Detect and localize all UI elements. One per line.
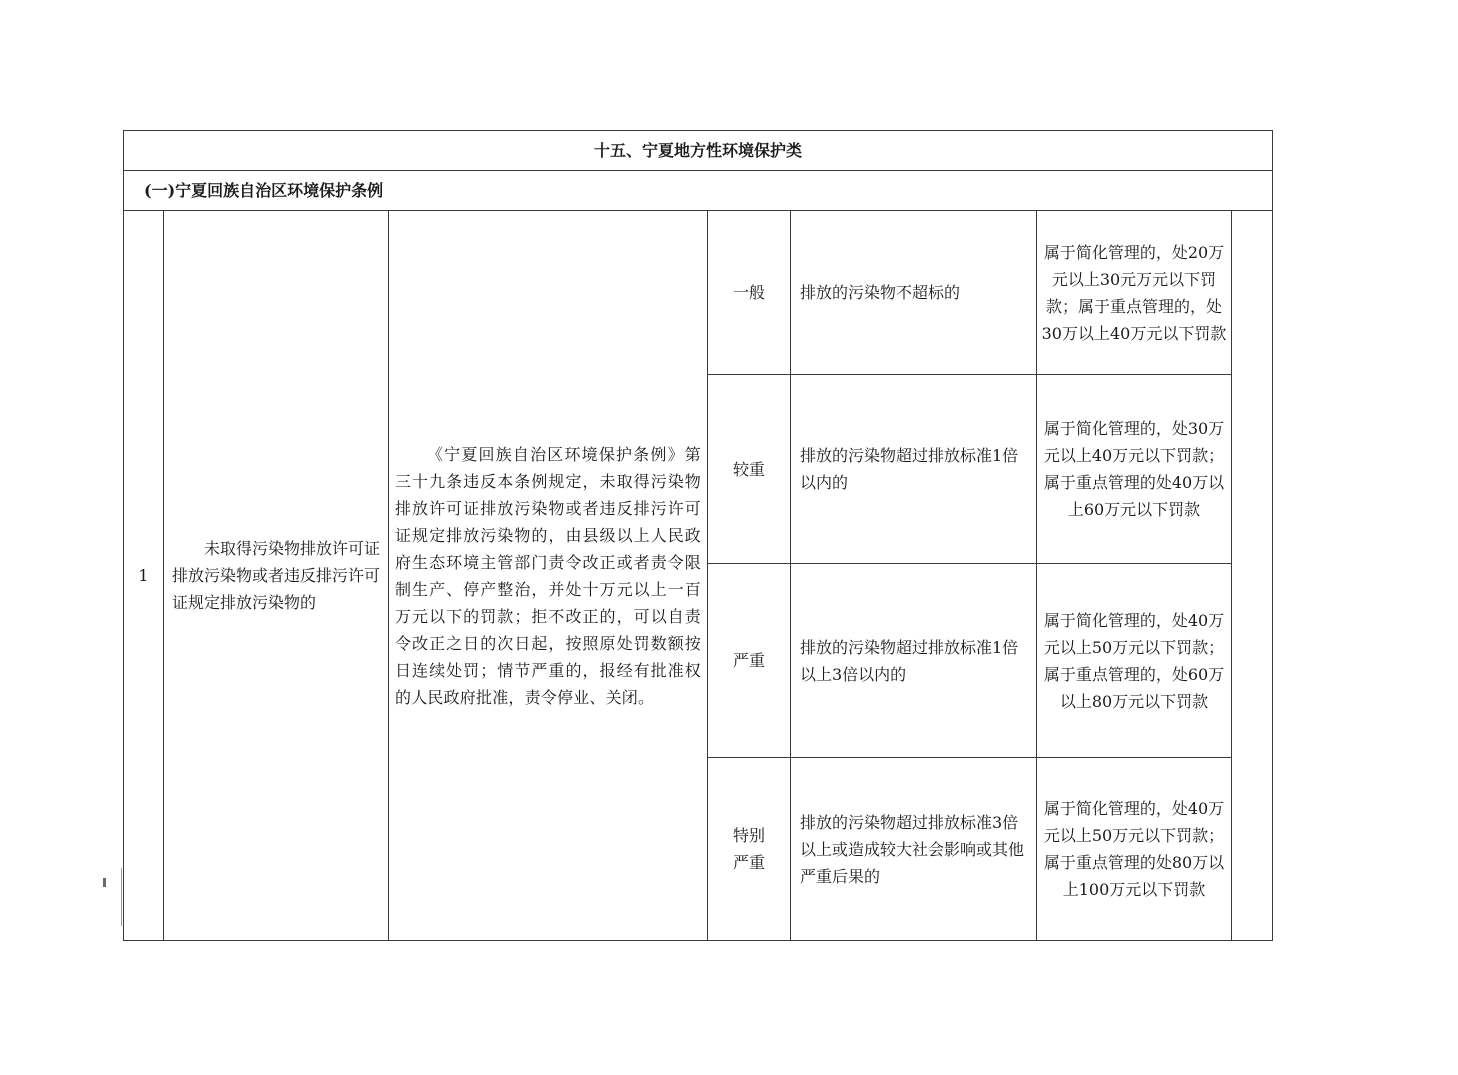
legal-basis: 《宁夏回族自治区环境保护条例》第三十九条违反本条例规定，未取得污染物排放许可证排放污染物或者违反排污许可证规定排放污染物的，由县级以上人民政府生态环境主管部门责令改正或者责令限制生产、停产整治，并处十万元以上一百万元以下的罚款；拒不改正的，可以自责令改正之日的次日起，按照原处罚数额按日连续处罚；情节严重的，报经有批准权的人民政府批准，责令停业、关闭。 <box>389 211 708 941</box>
penalty-discretion-table <box>123 130 1273 941</box>
table-row <box>124 211 1273 375</box>
severity-level: 特别严重 <box>708 758 791 941</box>
section-title: 十五、宁夏地方性环境保护类 <box>124 131 1273 171</box>
severity-level: 严重 <box>708 564 791 758</box>
penalty-standard: 属于简化管理的，处30万元以上40万元以下罚款；属于重点管理的处40万以上60万元以下罚款 <box>1037 375 1232 564</box>
remarks-cell <box>1232 211 1273 941</box>
severity-level: 一般 <box>708 211 791 375</box>
subsection-title-row <box>124 171 1273 211</box>
penalty-standard: 属于简化管理的，处40万元以上50万元以下罚款；属于重点管理的处80万以上100万元以下罚款 <box>1037 758 1232 941</box>
section-title-row <box>124 131 1273 171</box>
margin-marker <box>103 878 106 887</box>
circumstance: 排放的污染物超过排放标准3倍以上或造成较大社会影响或其他严重后果的 <box>791 758 1037 941</box>
circumstance: 排放的污染物超过排放标准1倍以内的 <box>791 375 1037 564</box>
item-number: 1 <box>124 211 164 941</box>
subsection-title: (一)宁夏回族自治区环境保护条例 <box>124 171 1273 211</box>
penalty-standard: 属于简化管理的，处40万元以上50万元以下罚款；属于重点管理的，处60万以上80万元以下罚款 <box>1037 564 1232 758</box>
circumstance: 排放的污染物超过排放标准1倍以上3倍以内的 <box>791 564 1037 758</box>
severity-level: 较重 <box>708 375 791 564</box>
penalty-standard: 属于简化管理的，处20万元以上30元万元以下罚款；属于重点管理的，处30万以上40万元以下罚款 <box>1037 211 1232 375</box>
margin-line <box>121 868 122 926</box>
violation-description: 未取得污染物排放许可证排放污染物或者违反排污许可证规定排放污染物的 <box>164 211 389 941</box>
circumstance: 排放的污染物不超标的 <box>791 211 1037 375</box>
